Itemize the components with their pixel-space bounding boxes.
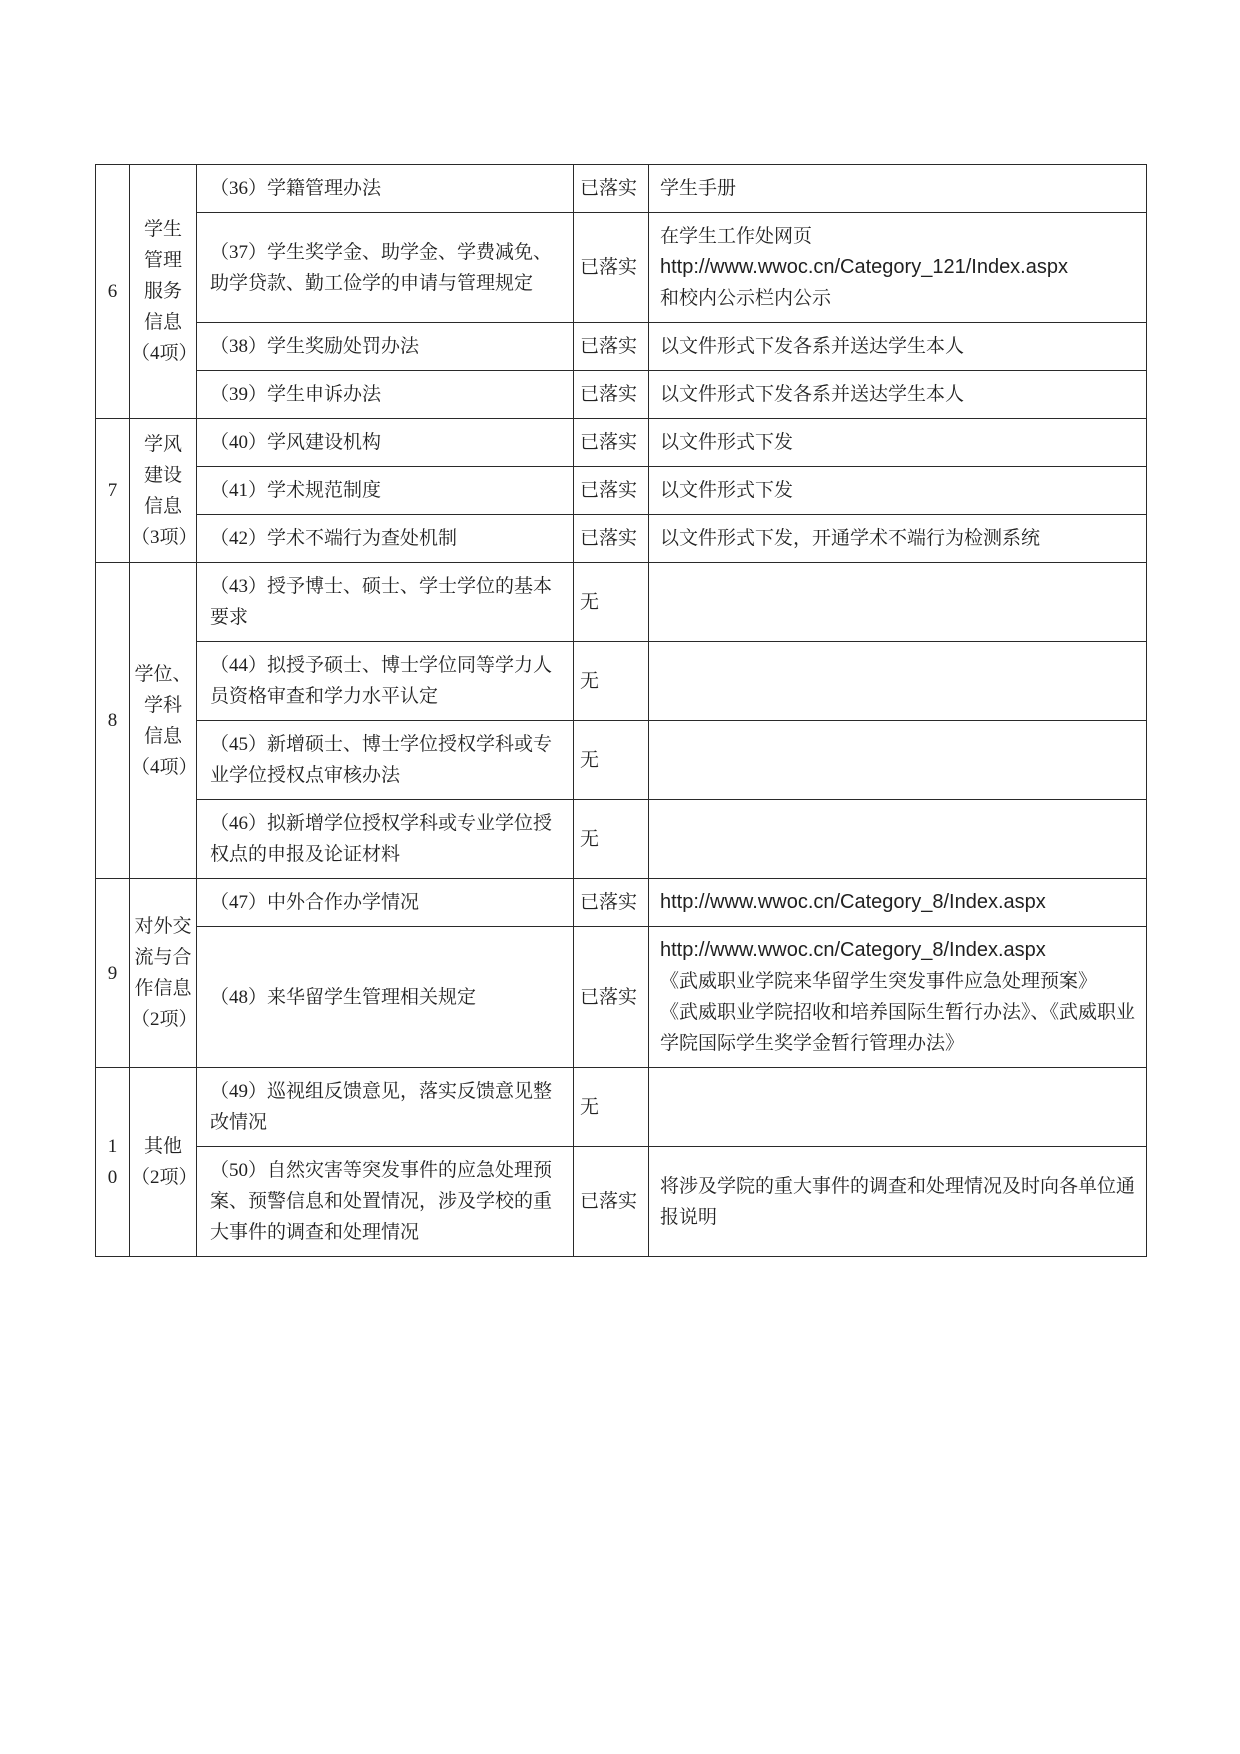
category-line: 服务 xyxy=(143,281,182,302)
category-line: 其他 xyxy=(143,1136,182,1157)
category-line: 学生 xyxy=(143,219,182,240)
item-cell xyxy=(197,721,574,800)
category-line: 对外交 xyxy=(134,916,192,937)
category-line: 学风 xyxy=(143,433,182,455)
row-number-text: 8 xyxy=(107,710,118,731)
status-text: 无 xyxy=(580,828,600,850)
status-text: 已落实 xyxy=(580,892,638,913)
item-cell xyxy=(197,800,574,879)
table-row xyxy=(96,879,1147,927)
remark-line: 和校内公示栏内公示 xyxy=(660,288,832,309)
remark-cell xyxy=(649,563,1147,642)
remark-cell xyxy=(649,371,1147,419)
row-number-text: 9 xyxy=(107,962,118,984)
item-cell xyxy=(197,563,574,642)
category-line: 建设 xyxy=(143,464,182,486)
item-cell xyxy=(197,165,574,213)
item-cell xyxy=(197,879,574,927)
category-cell xyxy=(130,1068,197,1257)
status-cell xyxy=(574,467,649,515)
status-cell xyxy=(574,1147,649,1257)
table-row xyxy=(96,419,1147,467)
item-text: （45）新增硕士、博士学位授权学科或专业学位授权点审核办法 xyxy=(210,734,553,786)
remark-line: 以文件形式下发 xyxy=(660,432,794,453)
remark-cell xyxy=(649,1147,1147,1257)
item-cell xyxy=(197,1068,574,1147)
remark-cell xyxy=(649,879,1147,927)
remark-cell xyxy=(649,927,1147,1068)
category-line: 学科 xyxy=(143,694,182,716)
status-cell xyxy=(574,642,649,721)
table-row xyxy=(96,165,1147,213)
item-cell xyxy=(197,1147,574,1257)
status-cell xyxy=(574,323,649,371)
table-row xyxy=(96,927,1147,1068)
status-cell xyxy=(574,800,649,879)
category-line: 信息 xyxy=(143,312,182,333)
table-row xyxy=(96,800,1147,879)
remark-cell xyxy=(649,323,1147,371)
category-line: （2项） xyxy=(131,1167,198,1188)
row-number-cell xyxy=(96,879,130,1068)
category-cell xyxy=(130,563,197,879)
category-line: （4项） xyxy=(131,343,198,364)
category-line: （3项） xyxy=(131,526,198,548)
item-text: （37）学生奖学金、助学金、学费减免、助学贷款、勤工俭学的申请与管理规定 xyxy=(210,241,553,294)
item-text: （36）学籍管理办法 xyxy=(210,178,382,199)
status-cell xyxy=(574,515,649,563)
remark-url-text: http://www.wwoc.cn/Category_8/Index.aspx xyxy=(660,891,1046,913)
item-cell xyxy=(197,371,574,419)
row-number-cell xyxy=(96,419,130,563)
category-line: 作信息 xyxy=(134,978,192,999)
disclosure-table xyxy=(95,164,1147,1257)
remark-cell xyxy=(649,467,1147,515)
row-number-text: 7 xyxy=(107,480,118,501)
category-cell xyxy=(130,419,197,563)
item-text: （41）学术规范制度 xyxy=(210,480,382,501)
status-text: 已落实 xyxy=(580,528,638,549)
remark-cell xyxy=(649,721,1147,800)
row-number-text: 6 xyxy=(107,281,118,302)
table-row xyxy=(96,213,1147,323)
item-text: （49）巡视组反馈意见，落实反馈意见整改情况 xyxy=(210,1081,553,1133)
category-line: 管理 xyxy=(143,250,182,271)
remark-cell xyxy=(649,419,1147,467)
table-row xyxy=(96,1147,1147,1257)
table-row xyxy=(96,721,1147,800)
status-cell xyxy=(574,419,649,467)
item-cell xyxy=(197,467,574,515)
row-number-cell xyxy=(96,165,130,419)
item-text: （44）拟授予硕士、博士学位同等学力人员资格审查和学力水平认定 xyxy=(210,655,553,707)
status-cell xyxy=(574,563,649,642)
remark-line: 将涉及学院的重大事件的调查和处理情况及时向各单位通报说明 xyxy=(660,1175,1136,1228)
remark-cell xyxy=(649,213,1147,323)
status-cell xyxy=(574,721,649,800)
item-text: （42）学术不端行为查处机制 xyxy=(210,528,458,549)
remark-line: 以文件形式下发各系并送达学生本人 xyxy=(660,336,965,357)
remark-cell xyxy=(649,642,1147,721)
remark-cell xyxy=(649,515,1147,563)
table-row xyxy=(96,323,1147,371)
item-text: （43）授予博士、硕士、学士学位的基本要求 xyxy=(210,576,553,628)
remark-line: 在学生工作处网页 xyxy=(660,226,813,247)
item-cell xyxy=(197,213,574,323)
remark-cell xyxy=(649,165,1147,213)
item-text: （40）学风建设机构 xyxy=(210,432,382,453)
status-text: 已落实 xyxy=(580,480,638,501)
remark-url-text: http://www.wwoc.cn/Category_121/Index.aspx xyxy=(660,256,1068,278)
row-number-text: 0 xyxy=(107,1167,118,1188)
status-text: 已落实 xyxy=(580,257,638,278)
status-cell xyxy=(574,927,649,1068)
category-line: 信息 xyxy=(143,495,182,517)
status-text: 已落实 xyxy=(580,336,638,357)
remark-url-text: http://www.wwoc.cn/Category_8/Index.aspx xyxy=(660,939,1046,961)
table-row xyxy=(96,642,1147,721)
item-cell xyxy=(197,323,574,371)
table-row xyxy=(96,371,1147,419)
item-text: （46）拟新增学位授权学科或专业学位授权点的申报及论证材料 xyxy=(210,813,553,865)
status-cell xyxy=(574,213,649,323)
item-cell xyxy=(197,927,574,1068)
item-cell xyxy=(197,515,574,563)
status-text: 已落实 xyxy=(580,384,638,405)
status-text: 已落实 xyxy=(580,1191,638,1212)
remark-line: 《武威职业学院来华留学生突发事件应急处理预案》 xyxy=(660,971,1098,992)
row-number-cell xyxy=(96,1068,130,1257)
item-cell xyxy=(197,419,574,467)
status-text: 已落实 xyxy=(580,986,638,1008)
status-text: 无 xyxy=(580,1096,600,1118)
category-line: （4项） xyxy=(131,756,198,778)
remark-line: 以文件形式下发，开通学术不端行为检测系统 xyxy=(660,528,1041,549)
category-line: 信息 xyxy=(143,725,182,747)
row-number-text: 1 xyxy=(107,1136,118,1157)
remark-cell xyxy=(649,800,1147,879)
row-number-cell xyxy=(96,563,130,879)
remark-line: 学生手册 xyxy=(660,178,737,199)
status-text: 已落实 xyxy=(580,432,638,453)
status-cell xyxy=(574,165,649,213)
table-row xyxy=(96,563,1147,642)
status-text: 无 xyxy=(580,749,600,771)
item-cell xyxy=(197,642,574,721)
status-text: 无 xyxy=(580,670,600,692)
status-cell xyxy=(574,371,649,419)
remark-cell xyxy=(649,1068,1147,1147)
category-line: 流与合 xyxy=(134,947,192,968)
status-text: 无 xyxy=(580,591,600,613)
category-cell xyxy=(130,879,197,1068)
status-cell xyxy=(574,1068,649,1147)
item-text: （50）自然灾害等突发事件的应急处理预案、预警信息和处置情况，涉及学校的重大事件的调查和处理情况 xyxy=(210,1160,553,1243)
remark-line: 以文件形式下发 xyxy=(660,480,794,501)
status-cell xyxy=(574,879,649,927)
remark-line: 以文件形式下发各系并送达学生本人 xyxy=(660,384,965,405)
remark-line: 《武威职业学院招收和培养国际生暂行办法》、《武威职业学院国际学生奖学金暂行管理办法》 xyxy=(660,1002,1136,1054)
item-text: （48）来华留学生管理相关规定 xyxy=(210,986,477,1008)
disclosure-table-body xyxy=(96,165,1147,1257)
table-row xyxy=(96,1068,1147,1147)
status-text: 已落实 xyxy=(580,178,638,199)
category-cell xyxy=(130,165,197,419)
category-line: （2项） xyxy=(131,1009,198,1030)
item-text: （47）中外合作办学情况 xyxy=(210,892,420,913)
item-text: （39）学生申诉办法 xyxy=(210,384,382,405)
item-text: （38）学生奖励处罚办法 xyxy=(210,336,420,357)
table-row xyxy=(96,515,1147,563)
table-row xyxy=(96,467,1147,515)
category-line: 学位、 xyxy=(134,663,192,685)
